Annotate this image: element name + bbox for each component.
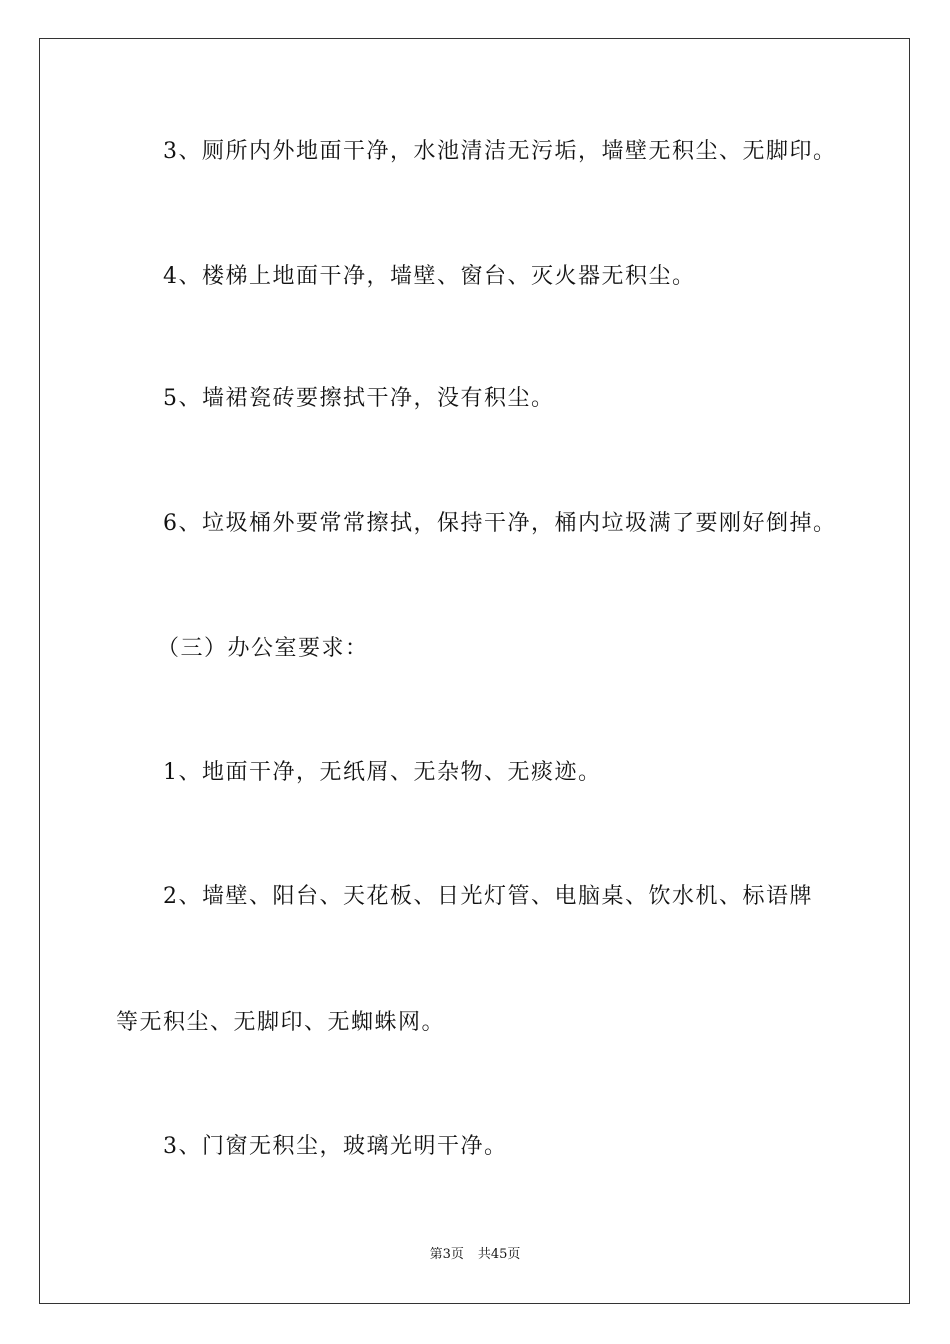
paragraph-trash-bin-requirements: 6、垃圾桶外要常常擦拭，保持干净，桶内垃圾满了要刚好倒掉。 xyxy=(163,511,837,536)
paragraph-wall-tiles-requirements: 5、墙裙瓷砖要擦拭干净，没有积尘。 xyxy=(163,386,555,411)
section-heading-office: （三）办公室要求： xyxy=(157,636,369,661)
page-number: 第3页 xyxy=(429,1247,464,1262)
page-total: 共45页 xyxy=(477,1247,521,1262)
paragraph-office-walls-line2: 等无积尘、无脚印、无蜘蛛网。 xyxy=(116,1010,446,1035)
paragraph-stairs-requirements: 4、楼梯上地面干净，墙壁、窗台、灭火器无积尘。 xyxy=(163,264,696,289)
paragraph-office-walls-line1: 2、墙壁、阳台、天花板、日光灯管、电脑桌、饮水机、标语牌 xyxy=(163,884,813,909)
page-footer xyxy=(0,1246,950,1264)
paragraph-office-floor: 1、地面干净，无纸屑、无杂物、无痰迹。 xyxy=(163,760,602,785)
paragraph-office-windows: 3、门窗无积尘，玻璃光明干净。 xyxy=(163,1134,508,1159)
page-border xyxy=(39,38,910,1304)
paragraph-toilet-requirements: 3、厕所内外地面干净，水池清洁无污垢，墙壁无积尘、无脚印。 xyxy=(163,139,837,164)
